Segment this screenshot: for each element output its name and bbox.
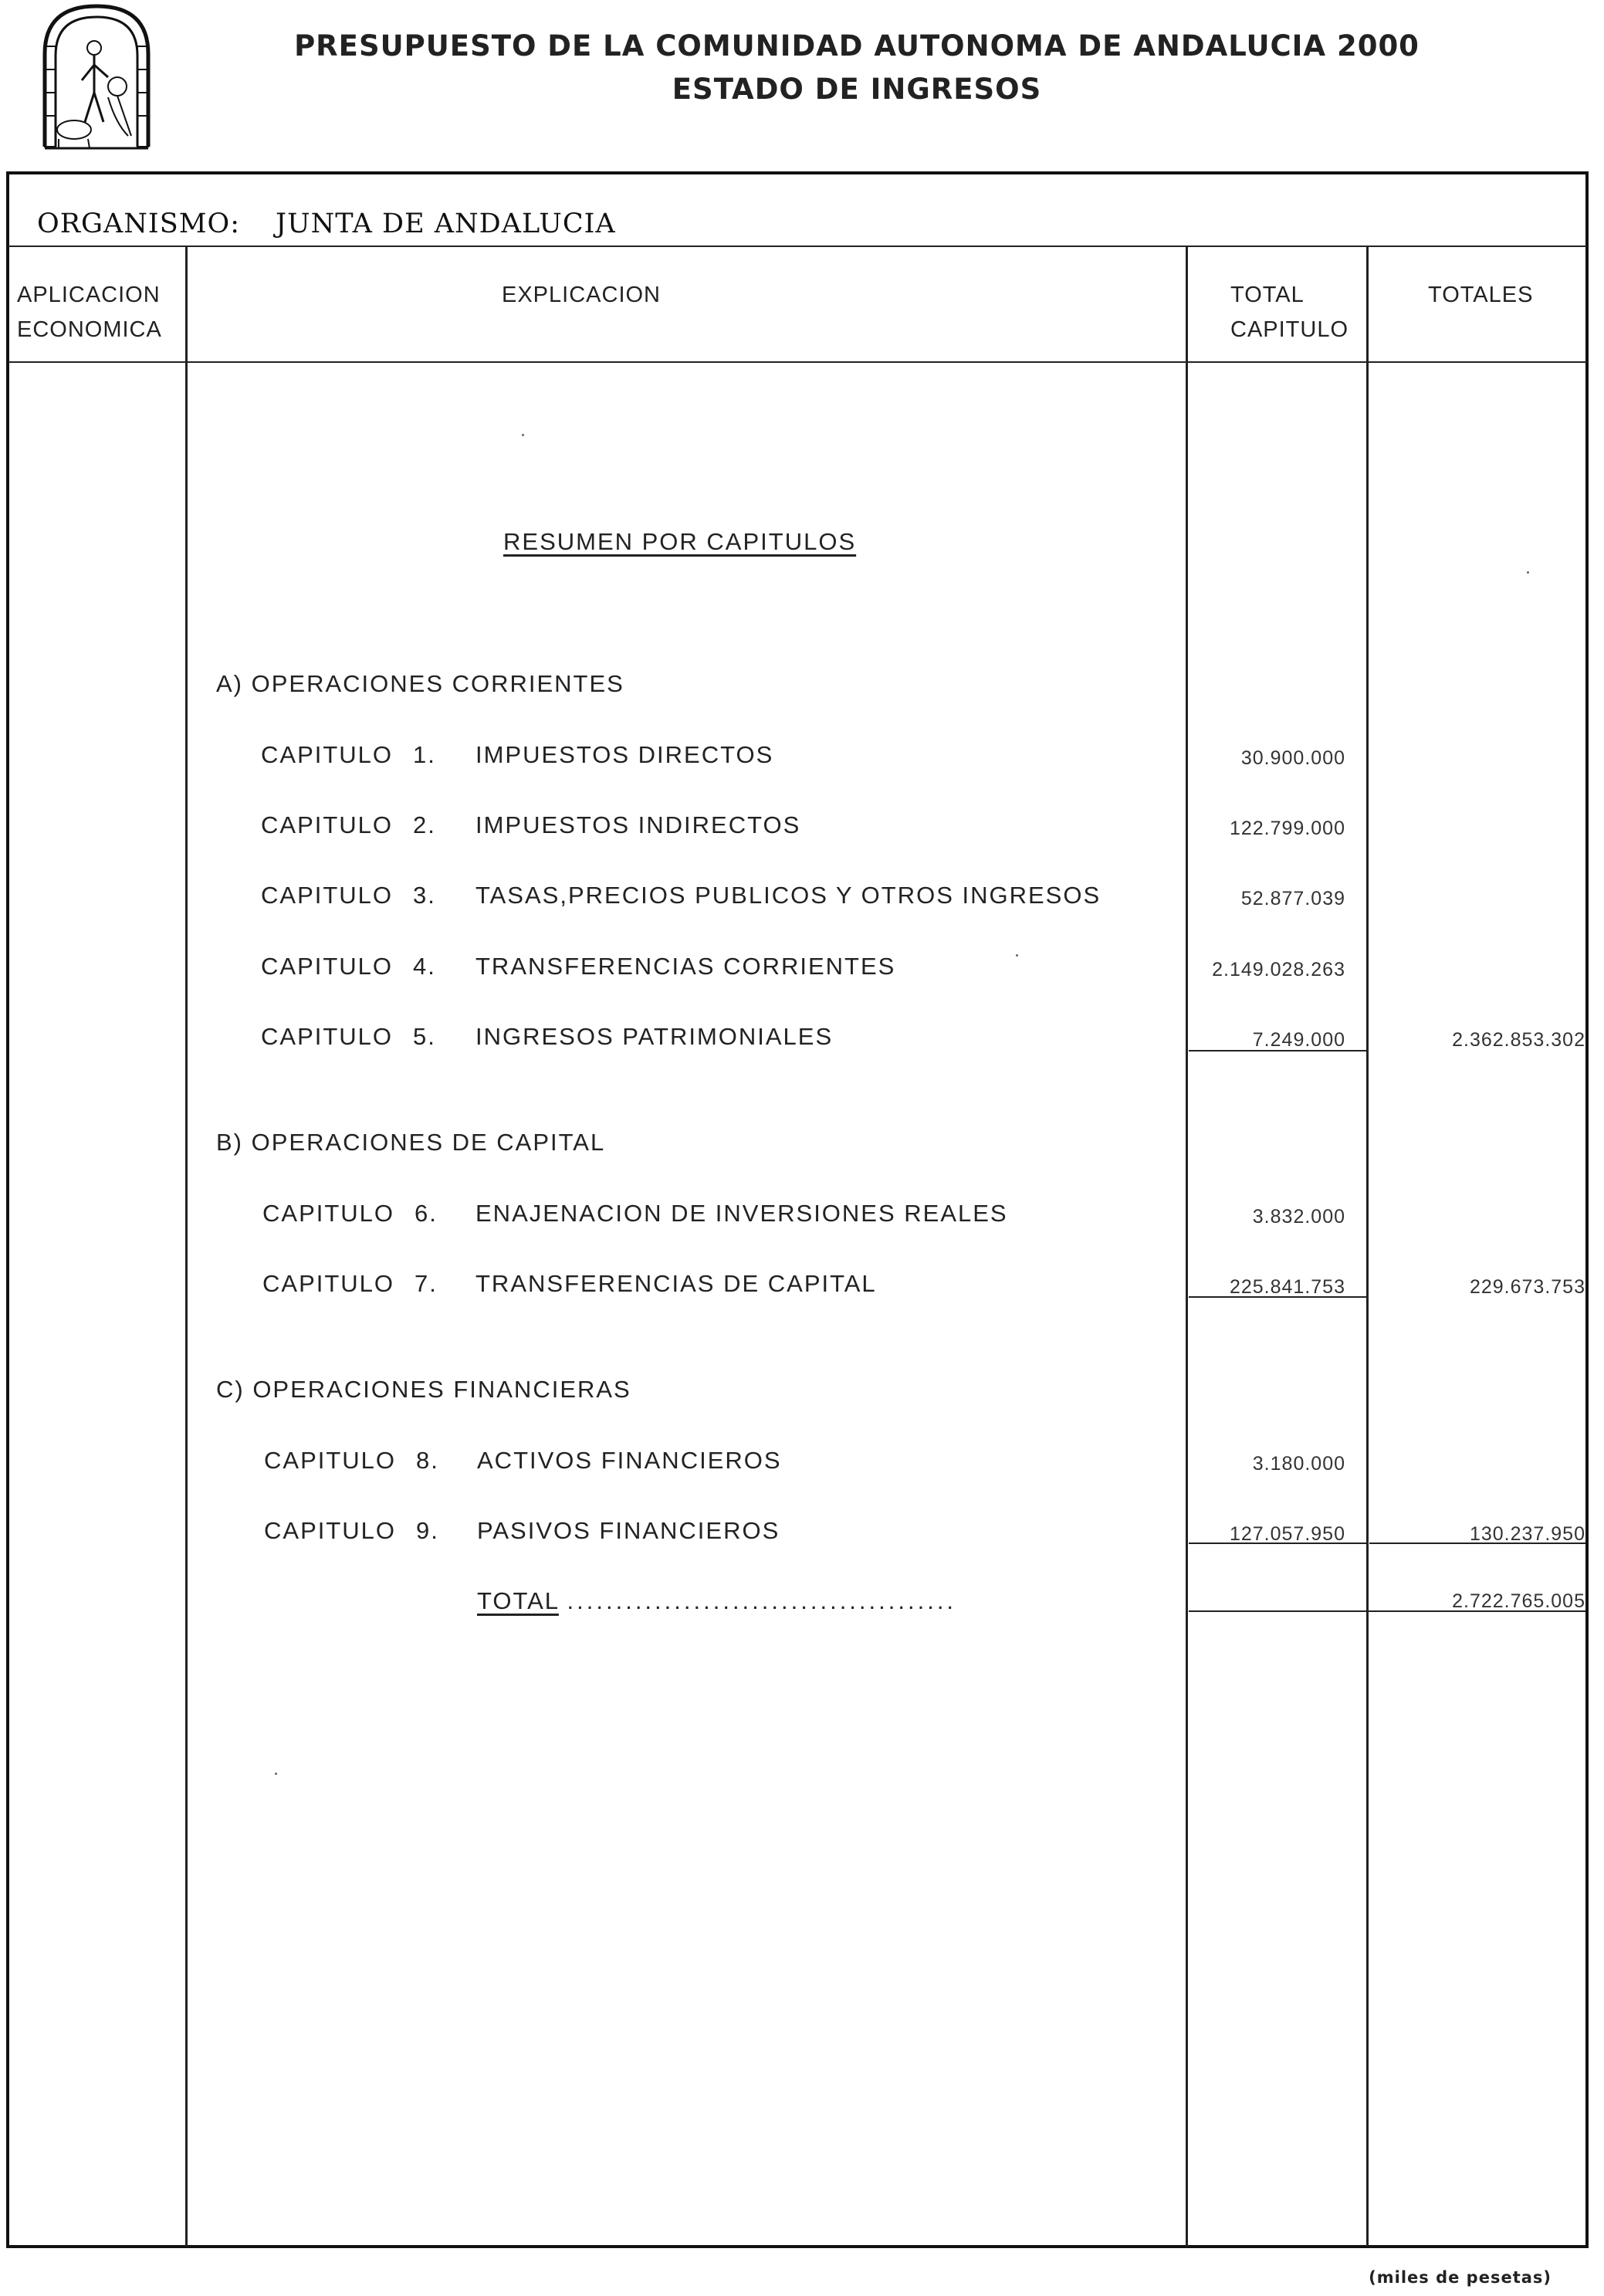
scan-speck — [1527, 571, 1529, 574]
column-rule-total-capitulo — [1366, 247, 1369, 2247]
chapter-number: 2. — [413, 811, 436, 838]
subtotal-rule — [1189, 1050, 1368, 1051]
section-subtotal: 229.673.753 — [1469, 1276, 1585, 1298]
column-header-total-capitulo-line1: TOTAL — [1230, 283, 1305, 307]
scan-speck — [522, 434, 524, 436]
column-header-totales: TOTALES — [1428, 283, 1534, 307]
chapter-description: PASIVOS FINANCIEROS — [477, 1517, 780, 1544]
chapter-label: CAPITULO — [264, 1517, 397, 1544]
organismo-row — [37, 208, 616, 239]
column-header-explicacion: EXPLICACION — [502, 283, 661, 307]
section-subtotal: 2.362.853.302 — [1452, 1029, 1585, 1051]
chapter-label: CAPITULO — [261, 741, 394, 768]
section-heading: B) OPERACIONES DE CAPITAL — [216, 1129, 606, 1156]
organismo-value: JUNTA DE ANDALUCIA — [276, 208, 616, 239]
chapter-amount: 3.180.000 — [1252, 1453, 1345, 1475]
column-rule-explicacion — [1186, 247, 1188, 2247]
section-heading: A) OPERACIONES CORRIENTES — [216, 670, 624, 697]
header-divider — [8, 361, 1587, 363]
chapter-number: 8. — [416, 1447, 439, 1474]
chapter-amount: 127.057.950 — [1229, 1523, 1345, 1545]
chapter-number: 7. — [415, 1270, 438, 1297]
chapter-number: 4. — [413, 953, 436, 980]
chapter-amount: 7.249.000 — [1252, 1029, 1345, 1051]
chapter-description: IMPUESTOS INDIRECTOS — [475, 811, 801, 838]
subtotal-rule — [1189, 1296, 1368, 1298]
column-rule-aplicacion — [185, 247, 188, 2247]
total-label — [477, 1587, 956, 1615]
amount-rule — [1189, 1543, 1368, 1544]
chapter-description: TRANSFERENCIAS CORRIENTES — [475, 953, 896, 980]
summary-title: RESUMEN POR CAPITULOS — [503, 528, 857, 555]
subtotal-rule — [1369, 1543, 1585, 1544]
organismo-divider — [8, 246, 1587, 247]
chapter-description: INGRESOS PATRIMONIALES — [475, 1023, 834, 1050]
column-header-aplicacion-line1: APLICACION — [17, 283, 161, 307]
total-label-text: TOTAL — [477, 1587, 559, 1614]
chapter-amount: 30.900.000 — [1240, 747, 1345, 769]
chapter-number: 6. — [415, 1200, 438, 1227]
section-heading: C) OPERACIONES FINANCIERAS — [216, 1376, 631, 1403]
total-rule — [1189, 1610, 1585, 1612]
grand-total: 2.722.765.005 — [1452, 1590, 1585, 1612]
chapter-amount: 225.841.753 — [1229, 1276, 1345, 1298]
chapter-description: ENAJENACION DE INVERSIONES REALES — [475, 1200, 1008, 1227]
chapter-number: 9. — [416, 1517, 439, 1544]
column-header-aplicacion — [17, 278, 162, 347]
document-subtitle: ESTADO DE INGRESOS — [672, 73, 1042, 106]
chapter-label: CAPITULO — [262, 1200, 395, 1227]
units-note: (miles de pesetas) — [1369, 2268, 1552, 2287]
chapter-label: CAPITULO — [262, 1270, 395, 1297]
chapter-number: 5. — [413, 1023, 436, 1050]
organismo-label: ORGANISMO: — [37, 208, 241, 239]
chapter-number: 1. — [413, 741, 436, 768]
scan-speck — [1016, 954, 1018, 957]
chapter-label: CAPITULO — [261, 811, 394, 838]
total-leader-dots: ........................................ — [567, 1587, 957, 1614]
column-header-total-capitulo-line2: CAPITULO — [1230, 317, 1349, 342]
scan-speck — [275, 1773, 277, 1775]
section-subtotal: 130.237.950 — [1469, 1523, 1585, 1545]
column-header-aplicacion-line2: ECONOMICA — [17, 317, 162, 342]
chapter-description: TASAS,PRECIOS PUBLICOS Y OTROS INGRESOS — [475, 882, 1101, 909]
chapter-label: CAPITULO — [264, 1447, 397, 1474]
chapter-description: ACTIVOS FINANCIEROS — [477, 1447, 782, 1474]
andalucia-coat-of-arms-logo — [31, 0, 162, 154]
chapter-description: IMPUESTOS DIRECTOS — [475, 741, 774, 768]
chapter-label: CAPITULO — [261, 882, 394, 909]
chapter-amount: 3.832.000 — [1252, 1206, 1345, 1228]
chapter-description: TRANSFERENCIAS DE CAPITAL — [475, 1270, 877, 1297]
document-title: PRESUPUESTO DE LA COMUNIDAD AUTONOMA DE ANDALUCIA 2000 — [294, 29, 1420, 63]
chapter-number: 3. — [413, 882, 436, 909]
chapter-amount: 52.877.039 — [1240, 888, 1345, 909]
chapter-amount: 2.149.028.263 — [1212, 959, 1345, 980]
chapter-label: CAPITULO — [261, 1023, 394, 1050]
chapter-amount: 122.799.000 — [1229, 818, 1345, 839]
chapter-label: CAPITULO — [261, 953, 394, 980]
column-header-total-capitulo — [1230, 278, 1349, 347]
